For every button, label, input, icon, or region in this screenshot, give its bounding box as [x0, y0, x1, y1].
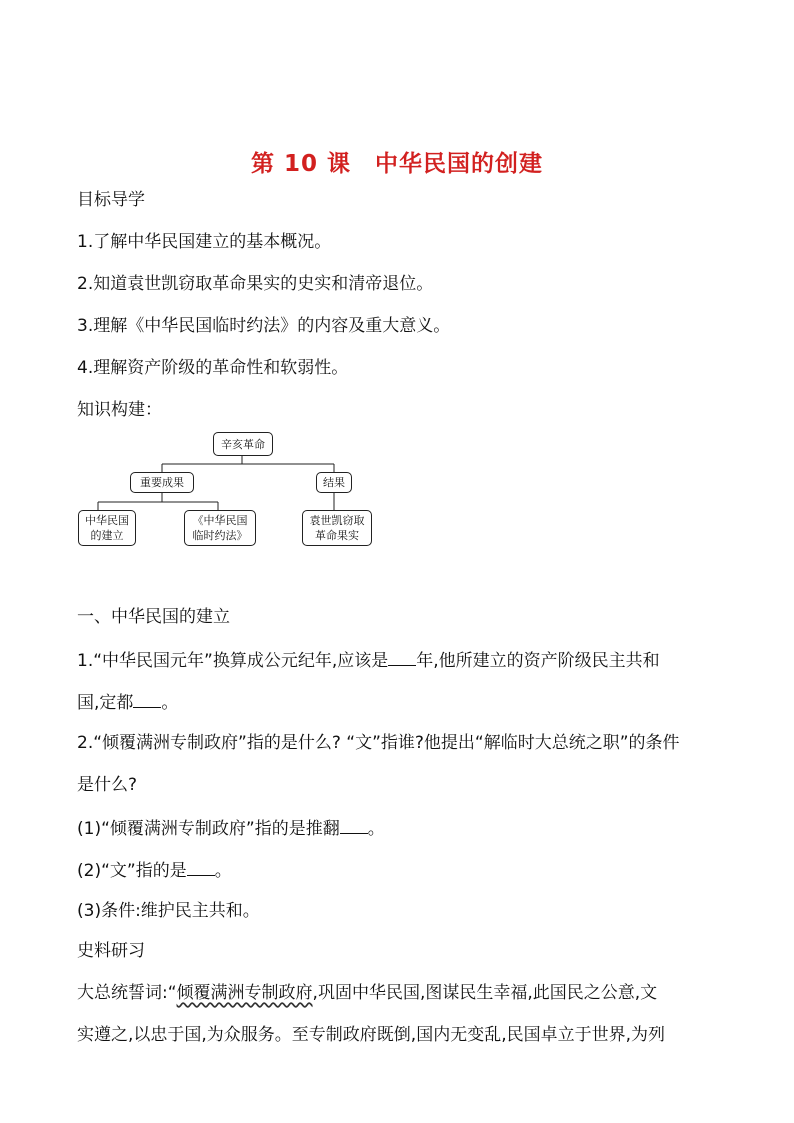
- node-leaf-3-line2: 革命果实: [315, 529, 359, 542]
- node-leaf-1-line1: 中华民国: [85, 514, 129, 527]
- answer-1-text-b: 。: [367, 819, 385, 839]
- question-1-text-c: 国,定都: [77, 693, 134, 713]
- question-1-text-b: 年,他所建立的资产阶级民主共和: [416, 651, 660, 671]
- node-leaf-2-line1: 《中华民国: [192, 514, 248, 527]
- node-leaf-1: [78, 510, 136, 546]
- section1-heading: 一、中华民国的建立: [77, 607, 230, 627]
- source-text-b: ,巩固中华民国,图谋民生幸福,此国民之公意,文: [312, 983, 658, 1003]
- knowledge-diagram: [78, 430, 378, 550]
- source-text-emphasis: 倾覆满洲专制政府: [176, 983, 313, 1003]
- answer-1: [77, 815, 385, 841]
- knowledge-heading: 知识构建：: [77, 400, 162, 420]
- source-paragraph-line1: [77, 981, 657, 1005]
- node-leaf-3-line1: 袁世凯窃取: [309, 514, 365, 527]
- node-branch-left-label: 重要成果: [140, 476, 184, 489]
- answer-2: [77, 857, 232, 883]
- goal-item-4: 4.理解资产阶级的革命性和软弱性。: [77, 358, 349, 378]
- answer-blank-overthrow[interactable]: [340, 815, 368, 834]
- question-2-line2: 是什么?: [77, 775, 138, 795]
- node-leaf-2: [184, 510, 256, 546]
- answer-2-text-b: 。: [214, 861, 232, 881]
- node-leaf-2-line2: 临时约法》: [192, 529, 248, 542]
- answer-1-text-a: (1)“倾覆满洲专制政府”指的是推翻: [77, 819, 340, 839]
- source-heading: 史料研习: [77, 941, 145, 961]
- page-title: 第 10 课 中华民国的创建: [250, 151, 544, 177]
- answer-blank-person[interactable]: [187, 857, 215, 876]
- goal-item-1: 1.了解中华民国建立的基本概况。: [77, 232, 332, 252]
- question-2-line1: 2.“倾覆满洲专制政府”指的是什么? “文”指谁?他提出“解临时大总统之职”的条件: [77, 733, 680, 753]
- answer-2-text-a: (2)“文”指的是: [77, 861, 187, 881]
- answer-blank-capital[interactable]: [133, 689, 161, 708]
- node-leaf-3: [302, 510, 372, 546]
- node-root: [213, 432, 273, 456]
- question-1-text-a: 1.“中华民国元年”换算成公元纪年,应该是: [77, 651, 389, 671]
- answer-3: (3)条件:维护民主共和。: [77, 901, 260, 921]
- source-paragraph-line2: 实遵之,以忠于国,为众服务。至专制政府既倒,国内无变乱,民国卓立于世界,为列: [77, 1025, 666, 1045]
- node-branch-right-label: 结果: [323, 476, 345, 489]
- question-1-line1: [77, 647, 660, 673]
- answer-blank-year[interactable]: [388, 647, 416, 666]
- question-1-line2: [77, 689, 178, 715]
- source-text-a: 大总统誓词:“: [77, 983, 177, 1003]
- node-root-label: 辛亥革命: [221, 437, 265, 451]
- question-1-text-d: 。: [161, 693, 179, 713]
- goal-item-2: 2.知道袁世凯窃取革命果实的史实和清帝退位。: [77, 274, 434, 294]
- node-leaf-1-line2: 的建立: [90, 529, 124, 542]
- node-branch-left: [130, 472, 194, 493]
- node-branch-right: [316, 472, 352, 493]
- goal-item-3: 3.理解《中华民国临时约法》的内容及重大意义。: [77, 316, 451, 336]
- goals-heading: 目标导学: [77, 190, 145, 210]
